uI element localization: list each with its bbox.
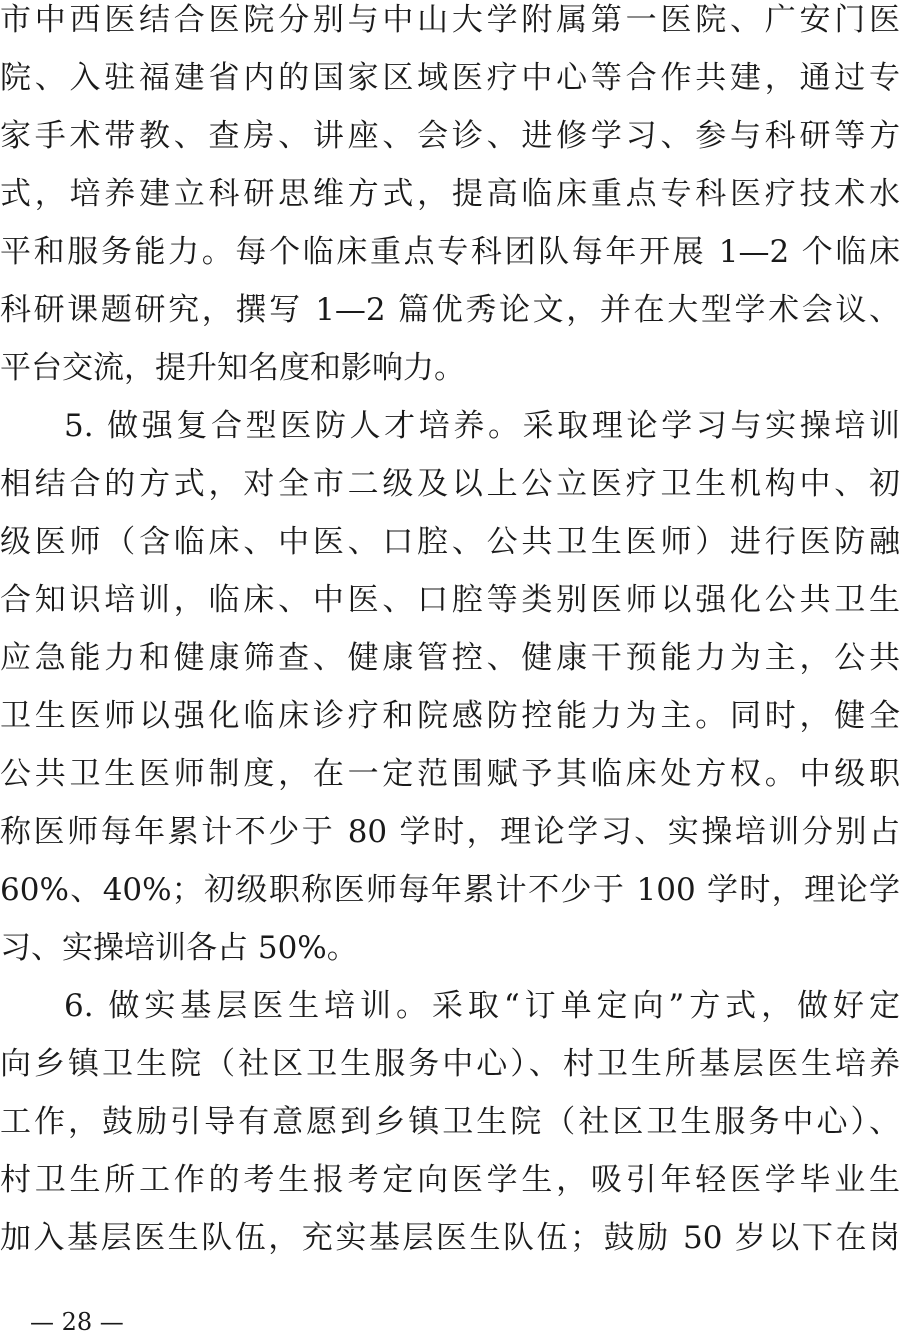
text-line-19: 向乡镇卫生院（社区卫生服务中心）、村卫生所基层医生培养 (0, 1046, 900, 1082)
text-line-9: 相结合的方式，对全市二级及以上公立医疗卫生机构中、初 (0, 466, 900, 502)
text-line-10: 级医师（含临床、中医、口腔、公共卫生医师）进行医防融 (0, 524, 900, 560)
section-6-heading-line: 6. 做实基层医生培训。采取“订单定向”方式，做好定 (64, 988, 900, 1024)
text-line-2: 院、入驻福建省内的国家区域医疗中心等合作共建，通过专 (0, 60, 900, 96)
text-line-20: 工作，鼓励引导有意愿到乡镇卫生院（社区卫生服务中心）、 (0, 1104, 900, 1140)
text-line-22: 加入基层医生队伍，充实基层医生队伍；鼓励 50 岁以下在岗 (0, 1220, 900, 1256)
text-line-15: 称医师每年累计不少于 80 学时，理论学习、实操培训分别占 (0, 814, 900, 850)
text-line-5: 平和服务能力。每个临床重点专科团队每年开展 1—2 个临床 (0, 234, 900, 270)
text-line-7: 平台交流，提升知名度和影响力。 (0, 350, 465, 386)
text-line-3: 家手术带教、查房、讲座、会诊、进修学习、参与科研等方 (0, 118, 900, 154)
text-line-13: 卫生医师以强化临床诊疗和院感防控能力为主。同时，健全 (0, 698, 900, 734)
text-line-17: 习、实操培训各占 50%。 (0, 930, 358, 966)
text-line-11: 合知识培训，临床、中医、口腔等类别医师以强化公共卫生 (0, 582, 900, 618)
text-line-1: 市中西医结合医院分别与中山大学附属第一医院、广安门医 (0, 2, 900, 38)
page-number: — 28 — (30, 1308, 124, 1336)
section-5-heading-line: 5. 做强复合型医防人才培养。采取理论学习与实操培训 (64, 408, 900, 444)
text-line-12: 应急能力和健康筛查、健康管控、健康干预能力为主，公共 (0, 640, 900, 676)
text-line-16: 60%、40%；初级职称医师每年累计不少于 100 学时，理论学 (0, 872, 900, 908)
text-line-14: 公共卫生医师制度，在一定范围赋予其临床处方权。中级职 (0, 756, 900, 792)
text-line-4: 式，培养建立科研思维方式，提高临床重点专科医疗技术水 (0, 176, 900, 212)
text-line-21: 村卫生所工作的考生报考定向医学生，吸引年轻医学毕业生 (0, 1162, 900, 1198)
text-line-6: 科研课题研究，撰写 1—2 篇优秀论文，并在大型学术会议、 (0, 292, 900, 328)
